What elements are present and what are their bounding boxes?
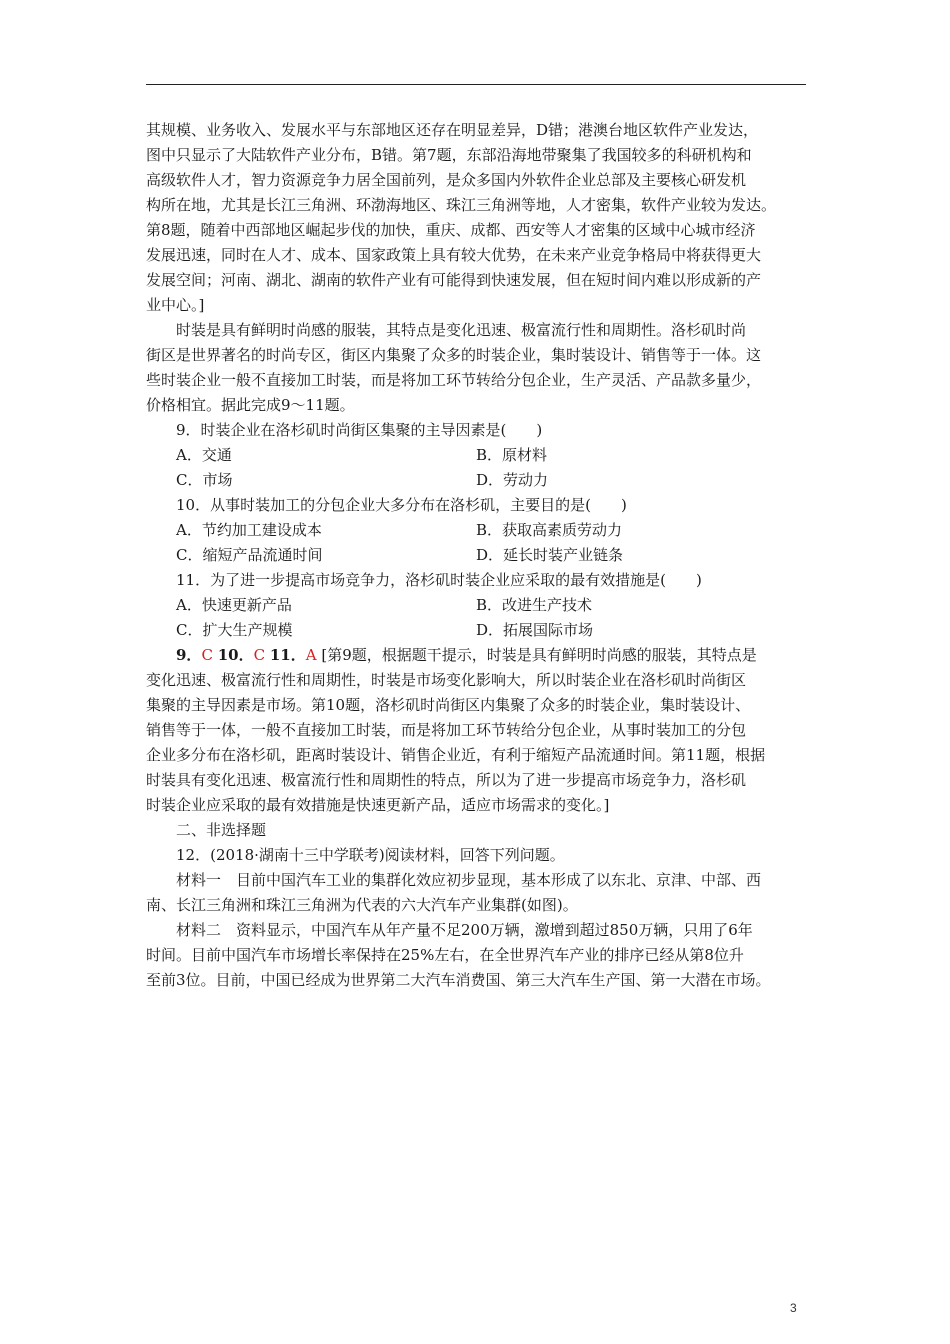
material-line: 至前3位。目前，中国已经成为世界第二大汽车消费国、第三大汽车生产国、第一大潜在市场。: [146, 971, 771, 989]
option-c: C．市场: [176, 471, 233, 489]
text-line: 变化迅速、极富流行性和周期性，时装是市场变化影响大，所以时装企业在洛杉矶时尚街区: [146, 671, 747, 689]
option-b: B．获取高素质劳动力: [476, 521, 623, 539]
text-line: 些时装企业一般不直接加工时装，而是将加工环节转给分包企业，生产灵活、产品款多量少，: [146, 371, 762, 389]
option-d: D．拓展国际市场: [476, 621, 594, 639]
answer-line: [146, 643, 808, 668]
text-line: 高级软件人才，智力资源竞争力居全国前列，是众多国内外软件企业总部及主要核心研发机: [146, 171, 747, 189]
page-number: 3: [790, 1301, 797, 1315]
question-12: [146, 843, 808, 993]
question-9: [146, 418, 808, 493]
answer-number: 9．: [176, 646, 202, 664]
option-a: A．节约加工建设成本: [176, 521, 322, 539]
material-line: 时间。目前中国汽车市场增长率保持在25%左右，在全世界汽车产业的排序已经从第8位升: [146, 946, 744, 964]
question-10: [146, 493, 808, 568]
text-line: 发展空间；河南、湖北、湖南的软件产业有可能得到快速发展，但在短时间内难以形成新的产: [146, 271, 762, 289]
material-line: 南、长江三角洲和珠江三角洲为代表的六大汽车产业集群(如图)。: [146, 896, 578, 914]
text-line: 业中心。]: [146, 296, 205, 314]
question-stem: 12．(2018·湖南十三中学联考)阅读材料，回答下列问题。: [176, 846, 565, 864]
answer-value: C: [201, 646, 213, 664]
option-b: B．改进生产技术: [476, 596, 593, 614]
text-line: 集聚的主导因素是市场。第10题，洛杉矶时尚街区内集聚了众多的时装企业，集时装设计、: [146, 696, 751, 714]
text-line: 销售等于一体，一般不直接加工时装，而是将加工环节转给分包企业，从事时装加工的分包: [146, 721, 747, 739]
question-stem: 9．时装企业在洛杉矶时尚街区集聚的主导因素是( ): [176, 421, 543, 439]
option-a: A．交通: [176, 446, 232, 464]
previous-explanation: [146, 118, 808, 318]
question-11: [146, 568, 808, 643]
explanation-text: [第9题，根据题干提示，时装是具有鲜明时尚感的服装，其特点是: [321, 646, 757, 664]
answer-number: 11．: [269, 646, 306, 664]
text-line: 构所在地，尤其是长江三角洲、环渤海地区、珠江三角洲等地，人才密集，软件产业较为发达。: [146, 196, 777, 214]
option-d: D．延长时装产业链条: [476, 546, 624, 564]
text-line: 街区是世界著名的时尚专区，街区内集聚了众多的时装企业，集时装设计、销售等于一体。这: [146, 346, 762, 364]
question-stem: 10．从事时装加工的分包企业大多分布在洛杉矶，主要目的是( ): [176, 496, 627, 514]
text-line: 时装企业应采取的最有效措施是快速更新产品，适应市场需求的变化。]: [146, 796, 610, 814]
page-content: [146, 118, 808, 993]
text-line: 时装具有变化迅速、极富流行性和周期性的特点，所以为了进一步提高市场竞争力，洛杉矶: [146, 771, 747, 789]
answer-explanation: [146, 643, 808, 818]
text-line: 其规模、业务收入、发展水平与东部地区还存在明显差异，D错；港澳台地区软件产业发达，: [146, 121, 759, 139]
material-line: 材料一 目前中国汽车工业的集群化效应初步显现，基本形成了以东北、京津、中部、西: [176, 871, 762, 889]
option-c: C．扩大生产规模: [176, 621, 293, 639]
text-line: 图中只显示了大陆软件产业分布，B错。第7题，东部沿海地带聚集了我国较多的科研机构和: [146, 146, 752, 164]
option-a: A．快速更新产品: [176, 596, 292, 614]
answer-value: A: [305, 646, 317, 664]
answer-value: C: [253, 646, 266, 664]
header-rule: [146, 84, 806, 85]
reading-passage: [146, 318, 808, 418]
text-line: 价格相宜。据此完成9～11题。: [146, 396, 355, 414]
text-line: 发展迅速，同时在人才、成本、国家政策上具有较大优势，在未来产业竞争格局中将获得更大: [146, 246, 762, 264]
option-c: C．缩短产品流通时间: [176, 546, 323, 564]
answer-number: 10．: [217, 646, 254, 664]
text-line: 第8题，随着中西部地区崛起步伐的加快，重庆、成都、西安等人才密集的区域中心城市经济: [146, 221, 756, 239]
material-line: 材料二 资料显示，中国汽车从年产量不足200万辆，激增到超过850万辆，只用了6年: [176, 921, 753, 939]
text-line: 企业多分布在洛杉矶，距离时装设计、销售企业近，有利于缩短产品流通时间。第11题，根据: [146, 746, 766, 764]
question-stem: 11．为了进一步提高市场竞争力，洛杉矶时装企业应采取的最有效措施是( ): [176, 571, 702, 589]
text-line: 时装是具有鲜明时尚感的服装，其特点是变化迅速、极富流行性和周期性。洛杉矶时尚: [176, 321, 747, 339]
option-d: D．劳动力: [476, 471, 549, 489]
section-title: 二、非选择题: [176, 821, 267, 839]
option-b: B．原材料: [476, 446, 548, 464]
